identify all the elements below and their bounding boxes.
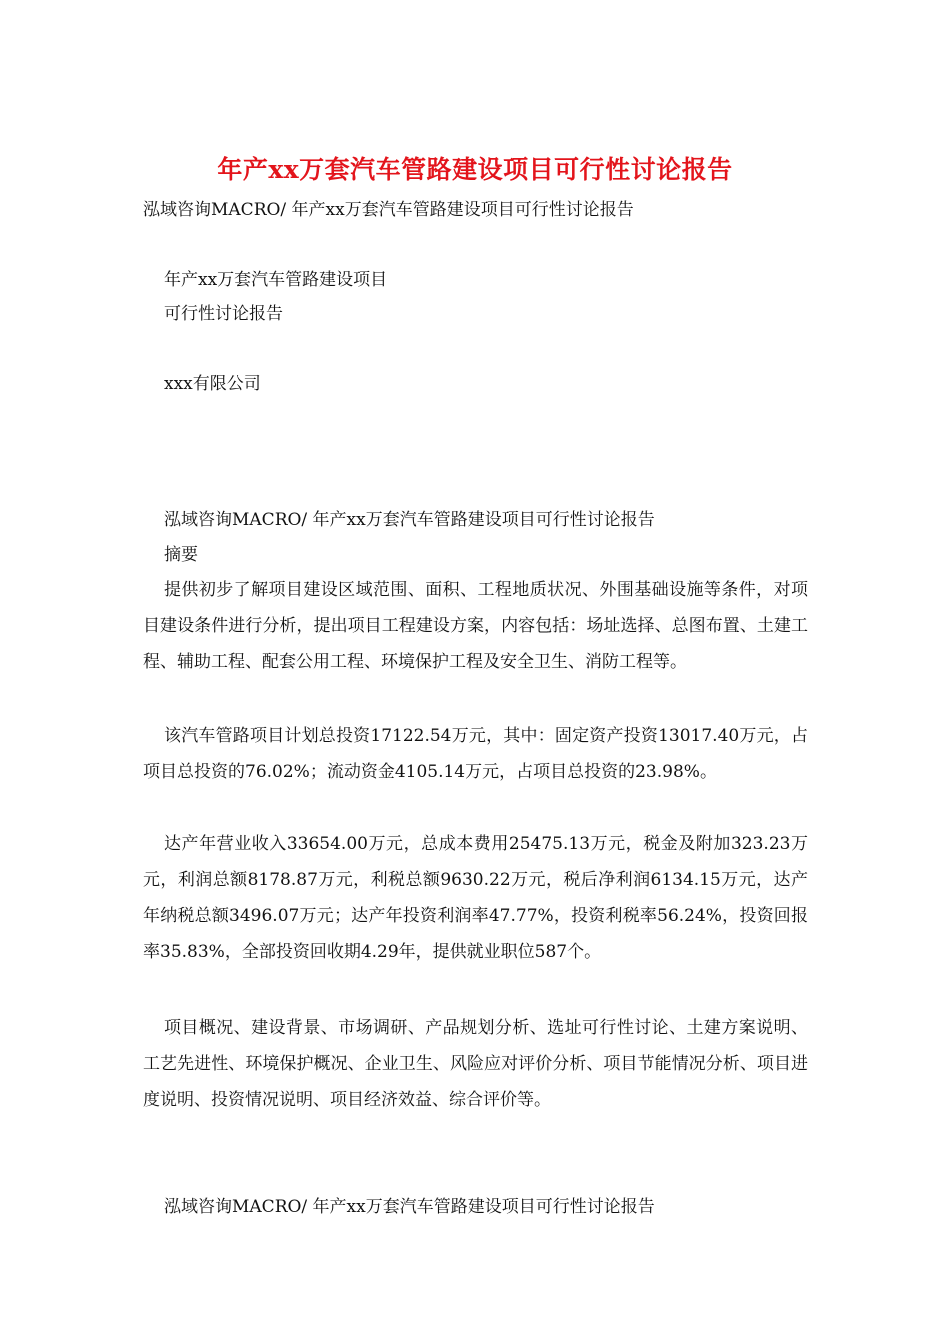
paragraph-3: 达产年营业收入33654.00万元，总成本费用25475.13万元，税金及附加323.23万元，利润总额8178.87万元，利税总额9630.22万元，税后净利润6134.15万元，达产年纳税总额3496.07万元；达产年投资利润率47.77%，投资利税率56.24%，投资回报率35.83%，全部投资回收期4.29年，提供就业职位587个。 bbox=[143, 834, 808, 962]
section-header: 泓域咨询MACRO/ 年产xx万套汽车管路建设项目可行性讨论报告 bbox=[164, 510, 655, 530]
cover-company: xxx有限公司 bbox=[164, 374, 261, 394]
abstract-heading: 摘要 bbox=[164, 545, 198, 565]
paragraph-2: 该汽车管路项目计划总投资17122.54万元，其中：固定资产投资13017.40万元，占项目总投资的76.02%；流动资金4105.14万元，占项目总投资的23.98%。 bbox=[143, 726, 808, 782]
header-line: 泓域咨询MACRO/ 年产xx万套汽车管路建设项目可行性讨论报告 bbox=[143, 200, 634, 220]
paragraph-4: 项目概况、建设背景、市场调研、产品规划分析、选址可行性讨论、土建方案说明、工艺先进性、环境保护概况、企业卫生、风险应对评价分析、项目节能情况分析、项目进度说明、投资情况说明、项目经济效益、综合评价等。 bbox=[143, 1018, 808, 1110]
cover-report-type: 可行性讨论报告 bbox=[164, 304, 283, 324]
paragraph-1: 提供初步了解项目建设区域范围、面积、工程地质状况、外围基础设施等条件，对项目建设条件进行分析，提出项目工程建设方案，内容包括：场址选择、总图布置、土建工程、辅助工程、配套公用工程、环境保护工程及安全卫生、消防工程等。 bbox=[143, 580, 808, 672]
footer-line: 泓域咨询MACRO/ 年产xx万套汽车管路建设项目可行性讨论报告 bbox=[164, 1197, 655, 1217]
cover-project-name: 年产xx万套汽车管路建设项目 bbox=[164, 270, 388, 290]
document-title: 年产xx万套汽车管路建设项目可行性讨论报告 bbox=[217, 155, 733, 184]
